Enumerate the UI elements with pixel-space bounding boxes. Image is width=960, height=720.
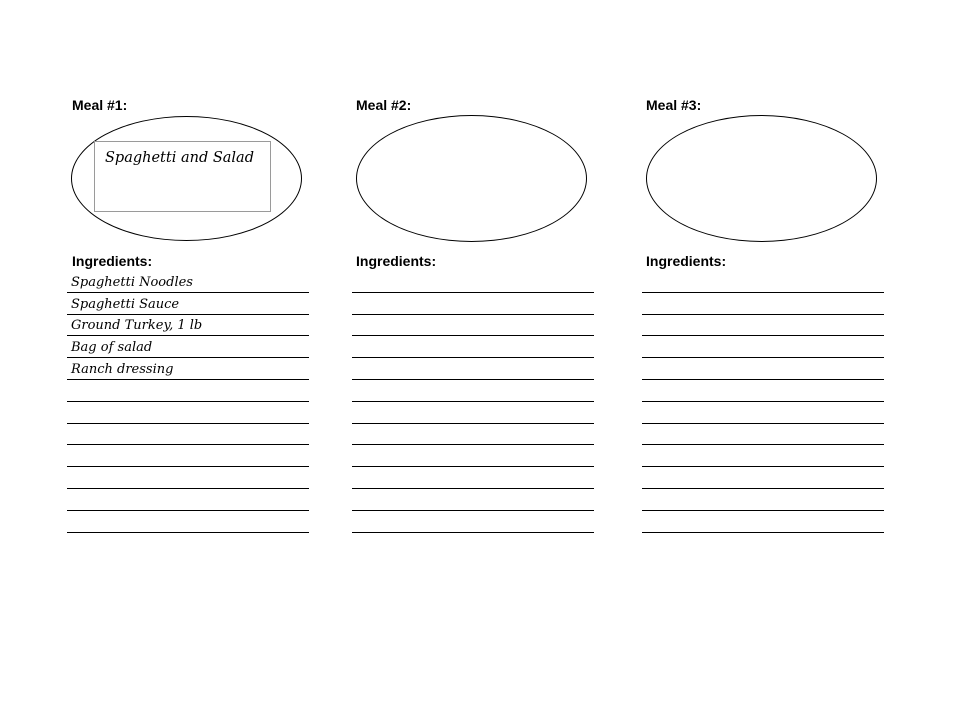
ingredient-line[interactable] <box>642 489 884 511</box>
ingredient-line[interactable] <box>352 271 594 293</box>
ingredient-line[interactable] <box>67 380 309 402</box>
ingredient-line[interactable] <box>352 336 594 358</box>
ingredient-line[interactable] <box>352 467 594 489</box>
ingredient-line[interactable] <box>67 293 309 315</box>
ingredient-line[interactable] <box>67 271 309 293</box>
meal-3-ingredient-list <box>642 271 884 533</box>
ingredient-line[interactable] <box>67 424 309 446</box>
meal-1-ingredients-label: Ingredients: <box>72 253 153 269</box>
ingredient-line[interactable] <box>67 511 309 533</box>
meal-1-title: Meal #1: <box>72 97 128 113</box>
meal-1-name: Spaghetti and Salad <box>105 150 254 166</box>
ingredient-text: Ground Turkey, 1 lb <box>71 318 203 334</box>
meal-2-title: Meal #2: <box>356 97 412 113</box>
ingredient-line[interactable] <box>67 402 309 424</box>
ingredient-line[interactable] <box>642 336 884 358</box>
ingredient-line[interactable] <box>352 489 594 511</box>
ingredient-line[interactable] <box>642 424 884 446</box>
meal-2-ingredient-list <box>352 271 594 533</box>
ingredient-line[interactable] <box>67 336 309 358</box>
meal-2-ingredients-label: Ingredients: <box>356 253 437 269</box>
ingredient-line[interactable] <box>352 315 594 337</box>
meal-3-plate-oval[interactable] <box>646 115 877 242</box>
ingredient-line[interactable] <box>642 271 884 293</box>
ingredient-text: Spaghetti Sauce <box>71 296 180 312</box>
ingredient-text: Ranch dressing <box>71 361 174 377</box>
ingredient-line[interactable] <box>642 293 884 315</box>
ingredient-line[interactable] <box>642 467 884 489</box>
ingredient-line[interactable] <box>67 467 309 489</box>
ingredient-line[interactable] <box>67 358 309 380</box>
meal-1-ingredient-list <box>67 271 309 533</box>
ingredient-line[interactable] <box>352 402 594 424</box>
ingredient-line[interactable] <box>352 445 594 467</box>
ingredient-line[interactable] <box>642 358 884 380</box>
ingredient-line[interactable] <box>67 489 309 511</box>
meal-2-plate-oval[interactable] <box>356 115 587 242</box>
meal-3-ingredients-label: Ingredients: <box>646 253 727 269</box>
ingredient-text: Spaghetti Noodles <box>71 274 193 290</box>
ingredient-line[interactable] <box>352 380 594 402</box>
ingredient-line[interactable] <box>67 445 309 467</box>
meal-3-title: Meal #3: <box>646 97 702 113</box>
ingredient-line[interactable] <box>642 445 884 467</box>
ingredient-line[interactable] <box>352 358 594 380</box>
ingredient-line[interactable] <box>352 424 594 446</box>
ingredient-line[interactable] <box>642 315 884 337</box>
ingredient-line[interactable] <box>642 511 884 533</box>
ingredient-line[interactable] <box>352 511 594 533</box>
ingredient-line[interactable] <box>67 315 309 337</box>
ingredient-line[interactable] <box>642 380 884 402</box>
ingredient-line[interactable] <box>642 402 884 424</box>
ingredient-text: Bag of salad <box>71 340 153 356</box>
ingredient-line[interactable] <box>352 293 594 315</box>
